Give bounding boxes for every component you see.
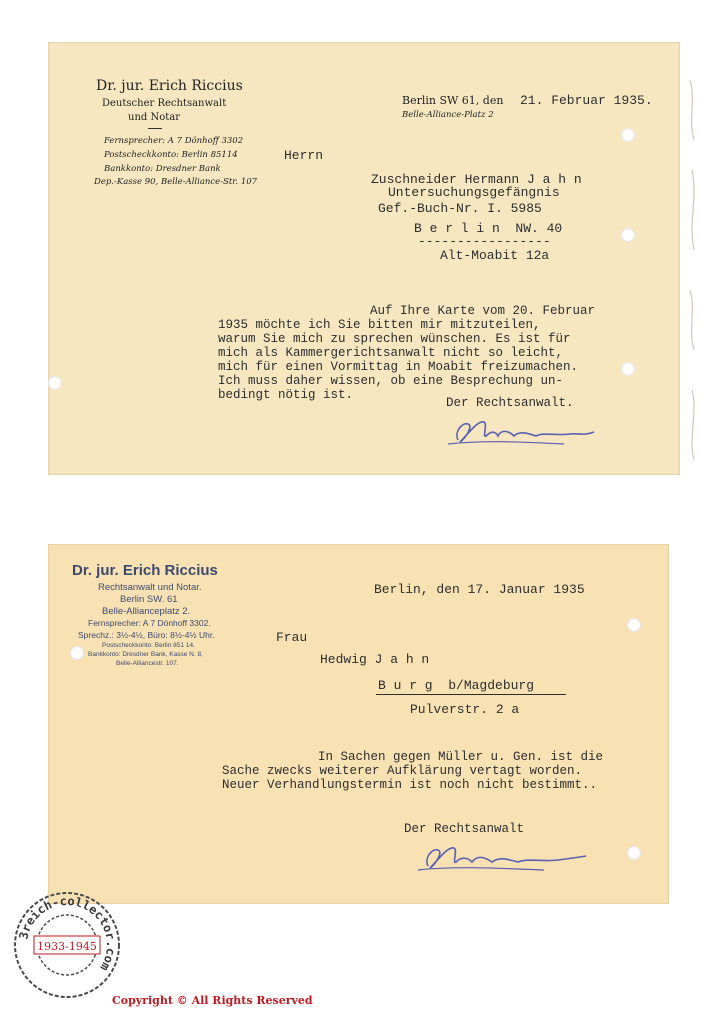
address-line: Pulverstr. 2 a [410, 702, 520, 717]
place-prefix: Berlin SW 61, den [402, 94, 504, 107]
letterhead-bank-2: Belle-Alliancestr. 107. [116, 660, 179, 667]
letterhead-bank: Bankkonto: Dresdner Bank [104, 164, 221, 174]
closing: Der Rechtsanwalt [404, 822, 525, 836]
closing: Der Rechtsanwalt. [446, 396, 574, 410]
punch-hole [70, 646, 84, 660]
salutation: Frau [276, 630, 308, 645]
signature [414, 840, 594, 876]
punch-hole [627, 846, 641, 860]
letterhead-title-1: Deutscher Rechtsanwalt [102, 98, 227, 109]
copyright-notice: Copyright © All Rights Reserved [112, 994, 313, 1007]
salutation: Herrn [284, 148, 324, 163]
letter-2 [48, 544, 669, 904]
pencil-margin-notes [682, 60, 706, 480]
body-line: Neuer Verhandlungstermin ist noch nicht bestimmt.. [222, 778, 598, 792]
body-line: In Sachen gegen Müller u. Gen. ist die [318, 750, 604, 764]
letterhead-name: Dr. jur. Erich Riccius [96, 78, 243, 94]
address-line: B u r g b/Magdeburg [378, 678, 535, 693]
body-line: Auf Ihre Karte vom 20. Februar [370, 304, 596, 318]
punch-hole [621, 362, 635, 376]
letterhead-depot: Dep.-Kasse 90, Belle-Alliance-Str. 107 [94, 177, 258, 187]
body-line: mich für einen Vormittag in Moabit freizumachen. [218, 360, 579, 374]
letter-date: Berlin, den 17. Januar 1935 [374, 582, 585, 597]
body-line: bedingt nötig ist. [218, 388, 354, 402]
address-line: B e r l i n NW. 40 [414, 221, 563, 236]
letterhead-hours: Sprechz.: 3½-4½, Büro: 8½-4½ Uhr. [78, 630, 215, 640]
letterhead-divider [148, 128, 162, 129]
letter-date: 21. Februar 1935. [520, 93, 653, 108]
place-sub: Belle-Alliance-Platz 2 [402, 110, 494, 120]
punch-hole [621, 128, 635, 142]
address-line: Untersuchungsgefängnis [388, 185, 560, 200]
collector-stamp-logo [12, 890, 122, 1000]
letterhead-line: Berlin SW. 61 [120, 594, 178, 605]
address-underline [376, 694, 566, 695]
letterhead-line: Belle-Allianceplatz 2. [102, 606, 191, 617]
signature [444, 414, 604, 450]
letterhead-phone: Fernsprecher: A 7 Dönhoff 3302. [88, 618, 211, 628]
address-line: Zuschneider Hermann J a h n [371, 172, 582, 187]
body-line: warum Sie mich zu sprechen wünschen. Es ist für [218, 332, 571, 346]
punch-hole [621, 228, 635, 242]
body-line: Sache zwecks weiterer Aufklärung vertagt worden. [222, 764, 583, 778]
address-line: Gef.-Buch-Nr. I. 5985 [378, 201, 542, 216]
address-rule: ----------------- [418, 234, 551, 249]
letterhead-bank: Bankkonto: Dresdner Bank, Kasse N. 8, [88, 651, 203, 658]
letter-1 [48, 42, 680, 475]
body-line: 1935 möchte ich Sie bitten mir mitzuteilen, [218, 318, 541, 332]
letterhead-name: Dr. jur. Erich Riccius [72, 562, 218, 579]
body-line: mich als Kammergerichtsanwalt nicht so leicht, [218, 346, 564, 360]
letterhead-line: Rechtsanwalt und Notar. [98, 582, 202, 593]
letterhead-phone: Fernsprecher: A 7 Dönhoff 3302 [104, 136, 244, 146]
stamp-years: 1933-1945 [37, 940, 97, 953]
letterhead-postcheck: Postscheckkonto: Berlin 85114 [104, 150, 238, 160]
address-line: Hedwig J a h n [320, 652, 430, 667]
punch-hole [627, 618, 641, 632]
stamp-ring-text: 3reich-collector.com [16, 893, 119, 974]
body-line: Ich muss daher wissen, ob eine Besprechung un- [218, 374, 564, 388]
letterhead-postcheck: Postscheckkonto: Berlin 851 14. [102, 642, 195, 649]
punch-hole [48, 376, 62, 390]
letterhead-title-2: und Notar [128, 112, 180, 123]
address-line: Alt-Moabit 12a [440, 248, 550, 263]
